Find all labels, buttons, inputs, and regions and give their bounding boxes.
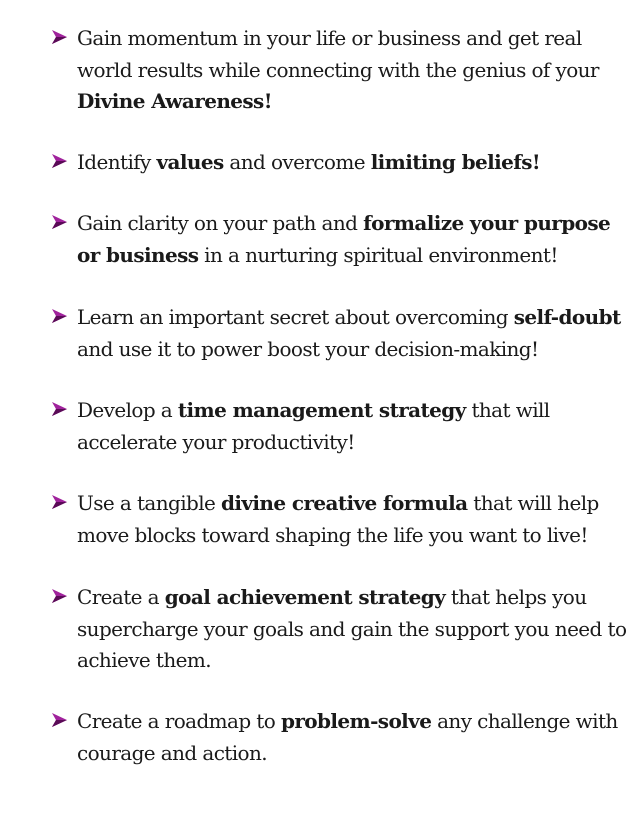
- purple-arrowhead-icon: [50, 711, 68, 729]
- list-item: [48, 208, 638, 271]
- list-item-text: [77, 395, 638, 458]
- purple-arrowhead-icon: [50, 587, 68, 605]
- text-segment: Gain momentum in your life or business and get real world results while connecting with the genius of your: [77, 26, 599, 82]
- list-item-text: [77, 488, 638, 551]
- bold-text-segment: time management strategy: [177, 398, 466, 422]
- list-item-text: [77, 302, 638, 365]
- text-segment: any challenge with courage and action.: [77, 709, 618, 765]
- text-segment: Develop a: [77, 398, 178, 422]
- list-item: [48, 302, 638, 365]
- purple-arrowhead-icon: [50, 213, 68, 231]
- list-item: [48, 706, 638, 769]
- list-item: [48, 582, 638, 677]
- text-segment: Create a roadmap to: [77, 709, 281, 733]
- text-segment: that helps you supercharge your goals and gain the support you need to achieve them.: [77, 585, 627, 672]
- bold-text-segment: Divine Awareness!: [77, 89, 272, 113]
- text-segment: Create a: [77, 585, 165, 609]
- purple-arrowhead-icon: [50, 152, 68, 170]
- text-segment: in a nurturing spiritual environment!: [198, 242, 558, 267]
- bold-text-segment: self-doubt: [513, 305, 621, 329]
- list-item: [48, 147, 638, 179]
- list-item-text: [77, 208, 638, 271]
- purple-arrowhead-icon: [50, 400, 68, 418]
- list-item: [48, 395, 638, 458]
- list-item: [48, 488, 638, 551]
- bold-text-segment: limiting beliefs!: [370, 150, 541, 174]
- purple-arrowhead-icon: [50, 28, 68, 46]
- bold-text-segment: problem-solve: [280, 709, 432, 733]
- bold-text-segment: formalize your purpose or business: [77, 211, 611, 267]
- list-item-text: [77, 147, 638, 179]
- list-item-text: [77, 582, 638, 677]
- text-segment: Gain clarity on your path and: [77, 211, 364, 235]
- text-segment: that will accelerate your productivity!: [77, 398, 550, 454]
- text-segment: Use a tangible: [77, 491, 222, 515]
- bold-text-segment: goal achievement strategy: [164, 585, 446, 609]
- purple-arrowhead-icon: [50, 307, 68, 325]
- text-segment: that will help move blocks toward shaping the life you want to live!: [77, 491, 599, 547]
- purple-arrowhead-icon: [50, 493, 68, 511]
- text-segment: Learn an important secret about overcoming: [77, 305, 514, 329]
- bold-text-segment: values: [156, 150, 224, 174]
- list-item-text: [77, 23, 638, 118]
- text-segment: and use it to power boost your decision-making!: [77, 336, 539, 361]
- text-segment: and overcome: [223, 150, 371, 174]
- text-segment: Identify: [77, 150, 157, 174]
- list-item: [48, 23, 638, 118]
- bold-text-segment: divine creative formula: [221, 491, 468, 515]
- list-item-text: [77, 706, 638, 769]
